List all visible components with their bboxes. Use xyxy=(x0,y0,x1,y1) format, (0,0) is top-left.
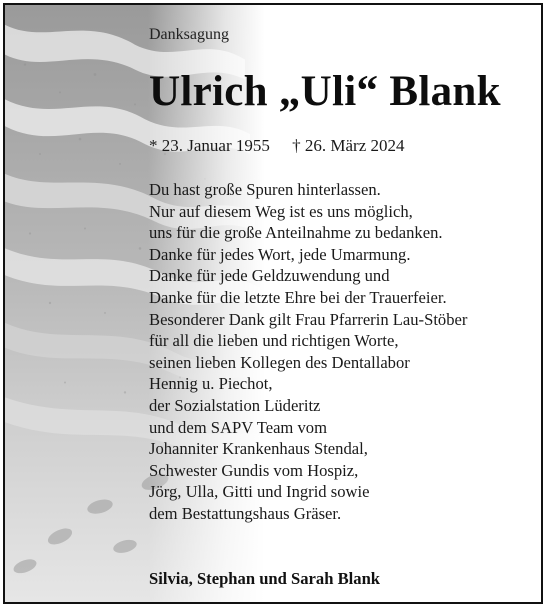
text-line: Du hast große Spuren hinterlassen. xyxy=(149,180,381,199)
deceased-name: Ulrich „Uli“ Blank xyxy=(149,68,501,115)
text-line: der Sozialstation Lüderitz xyxy=(149,395,321,415)
text-line: dem Bestattungshaus Gräser. xyxy=(149,503,342,523)
text-line: Schwester Gundis vom Hospiz, xyxy=(149,460,359,480)
notice-text xyxy=(5,5,541,602)
text-line: Danke für die letzte Ehre bei der Trauerfeier. xyxy=(149,287,447,307)
signature: Silvia, Stephan und Sarah Blank xyxy=(149,569,381,588)
text-line: Danke für jede Geldzuwendung und xyxy=(149,266,390,286)
death-date: † 26. März 2024 xyxy=(292,136,405,155)
text-line: für all die lieben und richtigen Worte, xyxy=(149,331,399,351)
text-line: Johanniter Krankenhaus Stendal, xyxy=(149,439,368,459)
text-line: Nur auf diesem Weg ist es uns möglich, xyxy=(149,201,413,221)
text-line: und dem SAPV Team vom xyxy=(149,417,327,437)
text-line: seinen lieben Kollegen des Dentallabor xyxy=(149,352,410,372)
obituary-card xyxy=(3,3,543,604)
text-line: uns für die große Anteilnahme zu bedanken. xyxy=(149,223,443,243)
text-line: Hennig u. Piechot, xyxy=(149,374,273,394)
notice-label: Danksagung xyxy=(149,26,229,43)
birth-date: * 23. Januar 1955 xyxy=(149,136,270,155)
text-line: Jörg, Ulla, Gitti und Ingrid sowie xyxy=(149,482,370,502)
text-line: Danke für jedes Wort, jede Umarmung. xyxy=(149,244,411,264)
life-dates xyxy=(149,136,405,156)
text-line: Besonderer Dank gilt Frau Pfarrerin Lau-Stöber xyxy=(149,309,468,329)
thank-you-text xyxy=(149,179,467,525)
